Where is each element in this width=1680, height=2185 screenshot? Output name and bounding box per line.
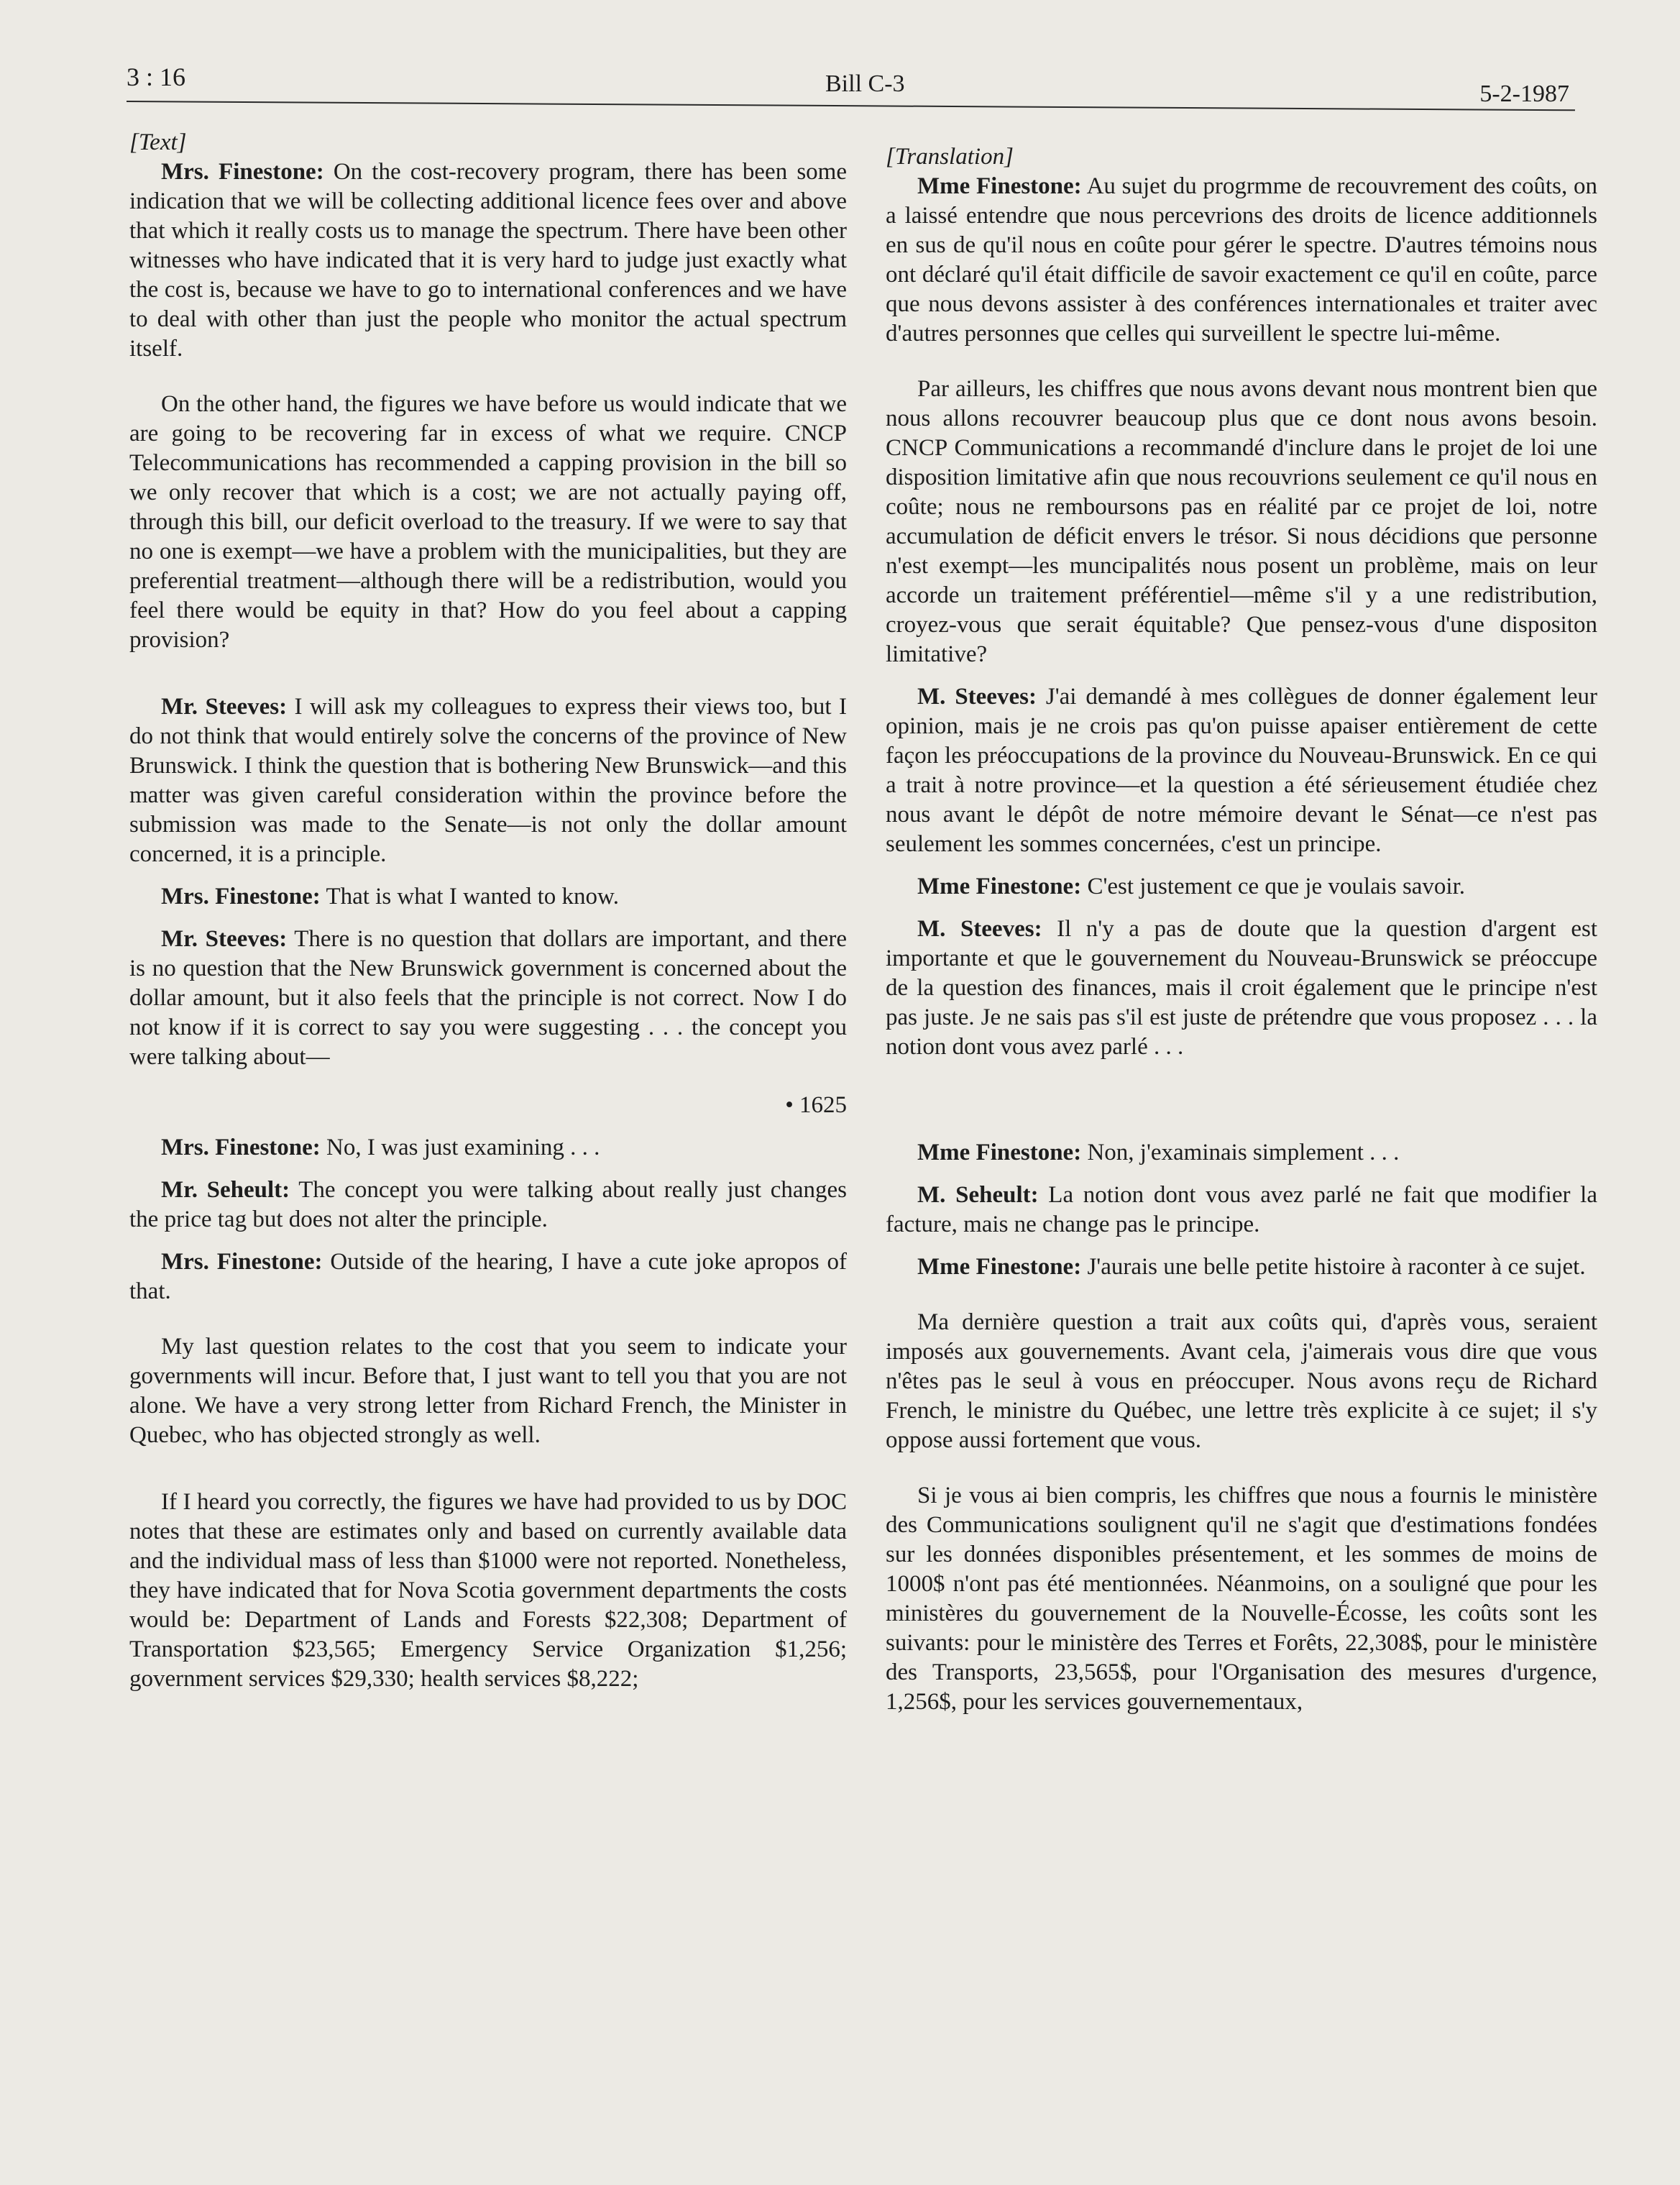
paragraph: [129, 1332, 847, 1450]
english-column: [129, 128, 847, 1694]
paragraph: [129, 157, 847, 364]
speaker: Mrs. Finestone:: [161, 1135, 321, 1160]
speech-text: J'aurais une belle petite histoire à raconter à ce sujet.: [1081, 1254, 1586, 1280]
speech-text: Ma dernière question a trait aux coûts qui, d'après vous, seraient imposés aux gouvernements. Avant cela, j'aimerais vous dire que vous n'êtes pas le seul à vous en préoccuper. Nous avons reçu de Richard French, le ministre du Québec, une lettre très explicite à ce sujet; il s'y oppose aussi fortement que vous.: [886, 1309, 1597, 1453]
speaker: M. Seheult:: [917, 1182, 1039, 1208]
paragraph: [886, 682, 1597, 859]
page-number: 3 : 16: [127, 63, 186, 91]
paragraph: [129, 1176, 847, 1234]
paragraph: [129, 1133, 847, 1163]
bill-title: Bill C-3: [825, 70, 905, 97]
speech-text: The concept you were talking about really just changes the price tag but does not alter the principle.: [129, 1177, 848, 1232]
paragraph: [886, 172, 1597, 349]
speech-text: On the cost-recovery program, there has been some indication that we will be collecting additional licence fees over and above that which it really costs us to manage the spectrum. There have been other witnesses who have indicated that it is very hard to judge just exactly what the cost is, because we have to go to international conferences and we have to deal with other than just the people who monitor the actual spectrum itself.: [129, 159, 847, 362]
speech-text: J'ai demandé à mes collègues de donner également leur opinion, mais je ne crois pas qu'on puisse apaiser entièrement de cette façon les préoccupations de la province du Nouveau-Brunswick. En ce qui a trait à notre province—et la question a été sérieusement étudiée chez nous avant le dépôt de notre mémoire devant le Sénat—ce n'est pas seulement les sommes concernées, c'est un principe.: [886, 684, 1597, 857]
speaker: Mme Finestone:: [917, 874, 1082, 899]
speaker: Mrs. Finestone:: [161, 1249, 323, 1275]
speech-text: If I heard you correctly, the figures we have had provided to us by DOC notes that these are estimates only and based on currently available data and the individual mass of less than $1000 were not reported. Nonetheless, they have indicated that for Nova Scotia government departments the costs would be: Department of Lands and Forests $22,308; Department of Transportation $23,565; Emergency Service Organization $1,256; government services $29,330; health services $8,222;: [129, 1489, 847, 1692]
header-date: 5-2-1987: [1479, 81, 1569, 107]
paragraph: [129, 1247, 847, 1306]
speaker: M. Steeves:: [917, 684, 1037, 710]
speech-text: Non, j'examinais simplement . . .: [1081, 1140, 1400, 1165]
paragraph: [886, 1481, 1597, 1717]
paragraph: [886, 872, 1597, 902]
speaker: Mrs. Finestone:: [161, 884, 321, 910]
paragraph: [129, 882, 847, 912]
speech-text: Outside of the hearing, I have a cute joke apropos of that.: [129, 1249, 847, 1304]
paragraph: [886, 1181, 1597, 1240]
speech-text: Au sujet du progrmme de recouvrement des coûts, on a laissé entendre que nous percevrions des droits de licence additionnels en sus de qu'il nous en coûte pour gérer le spectre. D'autres témoins nous ont déclaré qu'il était difficile de savoir exactement ce qu'il en coûte, parce que nous devons assister à des conférences internationales et traiter avec d'autres personnes que celles qui surveillent le spectre lui-même.: [886, 173, 1597, 347]
header-rule: [127, 101, 1575, 111]
paragraph: [886, 915, 1597, 1062]
speaker: Mr. Steeves:: [161, 694, 288, 720]
paragraph: [129, 692, 847, 869]
speech-text: On the other hand, the figures we have before us would indicate that we are going to be recovering far in excess of what we require. CNCP Telecommunications has recommended a capping provision in the bill so we only recover that which is a cost; we are not actually paying off, through this bill, our deficit overload to the treasury. If we were to say that no one is exempt—we have a problem with the municipalities, but they are preferential treatment—although there will be a redistribution, would you feel there would be equity in that? How do you feel about a capping provision?: [129, 391, 847, 653]
speech-text: Si je vous ai bien compris, les chiffres que nous a fournis le ministère des Communications soulignent qu'il ne s'agit que d'estimations fondées sur les données disponibles présentement, et les sommes de moins de 1000$ n'ont pas été mentionnées. Néanmoins, on a souligné que pour les ministères du gouvernement de la Nouvelle-Écosse, les coûts sont les suivants: pour le ministère des Terres et Forêts, 22,308$, pour le ministère des Transports, 23,565$, pour l'Organisation des mesures d'urgence, 1,256$, pour les services gouvernementaux,: [886, 1483, 1597, 1715]
speaker: Mr. Seheult:: [161, 1177, 290, 1203]
speaker: Mme Finestone:: [917, 1140, 1082, 1165]
speech-text: Il n'y a pas de doute que la question d'argent est importante et que le gouvernement du Nouveau-Brunswick se préoccupe de la question des finances, mais il croit également que le principe n'est pas juste. Je ne sais pas s'il est juste de prétendre que vous proposez . . . la notion dont vous avez parlé . . .: [886, 916, 1597, 1060]
paragraph: [886, 1138, 1597, 1168]
french-column: [886, 142, 1597, 1717]
speaker: Mme Finestone:: [917, 1254, 1082, 1280]
speaker: Mrs. Finestone:: [161, 159, 324, 185]
paragraph: [129, 925, 847, 1072]
time-marker: • 1625: [785, 1092, 847, 1118]
speech-text: No, I was just examining . . .: [320, 1135, 600, 1160]
speech-text: My last question relates to the cost that you seem to indicate your governments will incur. Before that, I just want to tell you that you are not alone. We have a very strong letter from Richard French, the Minister in Quebec, who has objected strongly as well.: [129, 1334, 847, 1448]
speech-text: Par ailleurs, les chiffres que nous avons devant nous montrent bien que nous allons recouvrer beaucoup plus que ce dont nous avons besoin. CNCP Communications a recommandé d'inclure dans le projet de loi une disposition limitative afin que nous recouvrions seulement ce qu'il nous en coûte; nous ne remboursons pas en réalité par ce projet de loi, notre accumulation de déficit envers le trésor. Si nous décidions que personne n'est exempt—les muncipalités nous posent un problème, mais on leur accorde un traitement préférentiel—même s'il y a une redistribution, croyez-vous que serait équitable? Que pensez-vous d'une dispositon limitative?: [886, 376, 1597, 667]
paragraph: [129, 390, 847, 655]
speech-text: There is no question that dollars are important, and there is no question that the New Brunswick government is concerned about the dollar amount, but it also feels that the principle is not correct. Now I do not know if it is correct to say you were suggesting . . . the concept you were talking about—: [129, 926, 847, 1070]
paragraph: [129, 1488, 847, 1694]
speaker: M. Steeves:: [917, 916, 1042, 942]
column-label: [Text]: [129, 129, 187, 155]
speech-text: That is what I wanted to know.: [320, 884, 619, 910]
paragraph: [886, 1252, 1597, 1282]
speaker: Mme Finestone:: [917, 173, 1082, 199]
speaker: Mr. Steeves:: [161, 926, 288, 952]
speech-text: I will ask my colleagues to express their views too, but I do not think that would entirely solve the concerns of the province of New Brunswick. I think the question that is bothering New Brunswick—and this matter was given careful consideration within the province before the submission was made to the Senate—is not only the dollar amount concerned, it is a principle.: [129, 694, 847, 867]
speech-text: La notion dont vous avez parlé ne fait que modifier la facture, mais ne change pas le principe.: [886, 1182, 1597, 1237]
column-label: [Translation]: [886, 144, 1014, 170]
speech-text: C'est justement ce que je voulais savoir.: [1081, 874, 1466, 899]
paragraph: [886, 375, 1597, 669]
paragraph: [886, 1308, 1597, 1455]
